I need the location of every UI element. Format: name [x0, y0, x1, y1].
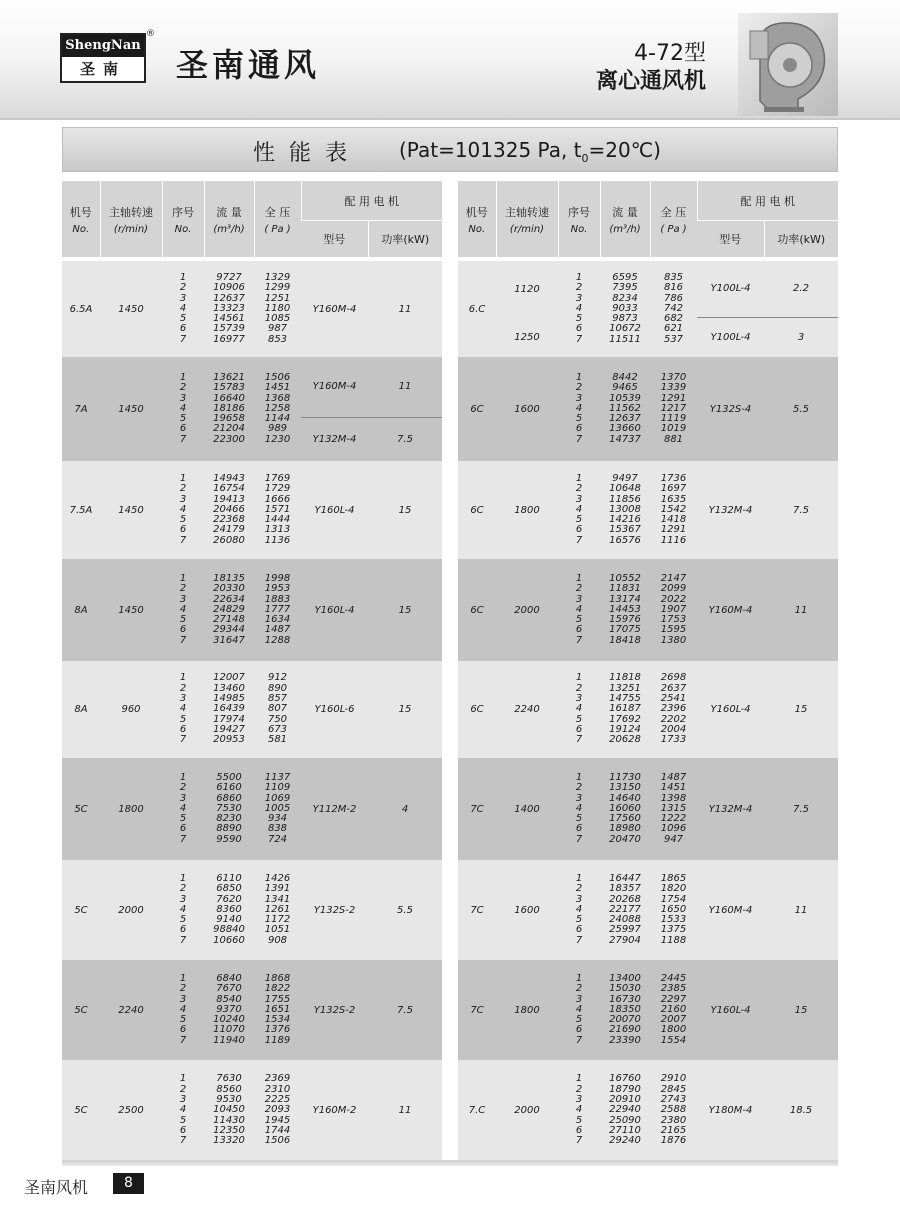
- table-header-row: [62, 181, 442, 221]
- table-row: [62, 261, 442, 357]
- speed-cell: 1600: [496, 357, 558, 461]
- col-seq: 序号 No.: [558, 181, 600, 257]
- pressure-cell: 1868 1822 1755 1651 1534 1376 1189: [254, 960, 301, 1060]
- table-row: [458, 1060, 838, 1161]
- performance-table-left: [62, 181, 442, 1161]
- col-pressure: 全 压 ( Pa ): [254, 181, 301, 257]
- seq-cell: 1 2 3 4 5 6 7: [558, 661, 600, 758]
- seq-cell: 1 2 3 4 5 6 7: [162, 661, 204, 758]
- performance-table-title: [62, 127, 838, 172]
- motor-power-cell: 5.5: [764, 357, 838, 461]
- flow-cell: 6595 7395 8234 9033 9873 10672 11511: [600, 261, 650, 357]
- col-motor-type: 型号: [697, 221, 764, 258]
- pressure-cell: 2445 2385 2297 2160 2007 1800 1554: [650, 960, 697, 1060]
- pressure-cell: 835 816 786 742 682 621 537: [650, 261, 697, 357]
- motor-power-cell: 15: [764, 960, 838, 1060]
- flow-cell: 14943 16754 19413 20466 22368 24179 26080: [204, 461, 254, 559]
- table-row: [458, 357, 838, 461]
- motor-power-cell: 11: [368, 261, 442, 357]
- speed-cell: 1450: [100, 559, 162, 661]
- col-motor: 配 用 电 机: [301, 181, 442, 221]
- motor-type-cell: Y132M-4: [697, 461, 764, 559]
- machine-no-cell: 7.C: [458, 1060, 496, 1161]
- motor-power-cell: 11: [764, 559, 838, 661]
- motor-type-cell: Y160L-6: [301, 661, 368, 758]
- pressure-cell: 1426 1391 1341 1261 1172 1051 908: [254, 860, 301, 960]
- speed-cell: 2000: [496, 559, 558, 661]
- table-row: [62, 461, 442, 559]
- seq-cell: 1 2 3 4 5 6 7: [558, 461, 600, 559]
- table-row: [62, 661, 442, 758]
- table-row: [62, 758, 442, 860]
- flow-cell: 16447 18357 20268 22177 24088 25997 27904: [600, 860, 650, 960]
- model-number: 4-72型: [634, 41, 706, 66]
- table-row: [458, 261, 838, 317]
- seq-cell: 1 2 3 4 5 6 7: [162, 357, 204, 461]
- machine-no-cell: 7.5A: [62, 461, 100, 559]
- table-row: [62, 960, 442, 1060]
- flow-cell: 13621 15783 16640 18186 19658 21204 22300: [204, 357, 254, 461]
- speed-cell: 1450: [100, 261, 162, 357]
- motor-power-cell: 2.2: [764, 261, 838, 317]
- table-row: [62, 860, 442, 960]
- motor-type-cell: Y132S-4: [697, 357, 764, 461]
- flow-cell: 12007 13460 14985 16439 17974 19427 20953: [204, 661, 254, 758]
- col-flow: 流 量 (m³/h): [204, 181, 254, 257]
- seq-cell: 1 2 3 4 5 6 7: [558, 1060, 600, 1161]
- pressure-cell: 1137 1109 1069 1005 934 838 724: [254, 758, 301, 860]
- speed-cell: 2240: [100, 960, 162, 1060]
- motor-power-cell-2: 3: [764, 317, 838, 357]
- motor-power-cell: 11: [368, 1060, 442, 1161]
- pressure-cell: 1370 1339 1291 1217 1119 1019 881: [650, 357, 697, 461]
- seq-cell: 1 2 3 4 5 6 7: [162, 261, 204, 357]
- speed-cell-2: 1250: [496, 317, 558, 357]
- seq-cell: 1 2 3 4 5 6 7: [558, 261, 600, 357]
- machine-no-cell: 7C: [458, 860, 496, 960]
- speed-cell: 960: [100, 661, 162, 758]
- motor-power-cell: 5.5: [368, 860, 442, 960]
- seq-cell: 1 2 3 4 5 6 7: [162, 960, 204, 1060]
- pressure-cell: 1865 1820 1754 1650 1533 1375 1188: [650, 860, 697, 960]
- seq-cell: 1 2 3 4 5 6 7: [558, 357, 600, 461]
- table-header-row: [458, 181, 838, 221]
- machine-no-cell: 6.C: [458, 261, 496, 357]
- table-row: [458, 461, 838, 559]
- pressure-cell: 2910 2845 2743 2588 2380 2165 1876: [650, 1060, 697, 1161]
- machine-no-cell: 7A: [62, 357, 100, 461]
- col-speed: 主轴转速 (r/min): [496, 181, 558, 257]
- col-motor-type: 型号: [301, 221, 368, 258]
- machine-no-cell: 6C: [458, 357, 496, 461]
- speed-cell: 1800: [496, 960, 558, 1060]
- machine-no-cell: 6.5A: [62, 261, 100, 357]
- speed-cell: 1400: [496, 758, 558, 860]
- pressure-cell: 1329 1299 1251 1180 1085 987 853: [254, 261, 301, 357]
- motor-type-cell: Y160L-4: [301, 461, 368, 559]
- table-row: [62, 357, 442, 417]
- motor-type-cell-2: Y100L-4: [697, 317, 764, 357]
- page-number: 8: [113, 1173, 144, 1194]
- flow-cell: 10552 11831 13174 14453 15976 17075 18418: [600, 559, 650, 661]
- table-row: [458, 661, 838, 758]
- seq-cell: 1 2 3 4 5 6 7: [162, 758, 204, 860]
- machine-no-cell: 6C: [458, 559, 496, 661]
- flow-cell: 9497 10648 11856 13008 14216 15367 16576: [600, 461, 650, 559]
- speed-cell: 1600: [496, 860, 558, 960]
- motor-type-cell: Y180M-4: [697, 1060, 764, 1161]
- flow-cell: 6840 7670 8540 9370 10240 11070 11940: [204, 960, 254, 1060]
- motor-type-cell: Y160L-4: [697, 960, 764, 1060]
- col-pressure: 全 压 ( Pa ): [650, 181, 697, 257]
- motor-power-cell: 15: [368, 461, 442, 559]
- flow-cell: 8442 9465 10539 11562 12637 13660 14737: [600, 357, 650, 461]
- cond-subscript: 0: [581, 152, 589, 165]
- table-row: [458, 559, 838, 661]
- machine-no-cell: 5C: [62, 1060, 100, 1161]
- flow-cell: 9727 10906 12637 13323 14561 15739 16977: [204, 261, 254, 357]
- machine-no-cell: 5C: [62, 960, 100, 1060]
- col-motor: 配 用 电 机: [697, 181, 838, 221]
- pressure-cell: 1736 1697 1635 1542 1418 1291 1116: [650, 461, 697, 559]
- brand-logo: [60, 33, 146, 83]
- pressure-cell: 1998 1953 1883 1777 1634 1487 1288: [254, 559, 301, 661]
- seq-cell: 1 2 3 4 5 6 7: [558, 758, 600, 860]
- pressure-cell: 2369 2310 2225 2093 1945 1744 1506: [254, 1060, 301, 1161]
- flow-cell: 16760 18790 20910 22940 25090 27110 29240: [600, 1060, 650, 1161]
- table-row: [62, 559, 442, 661]
- col-seq: 序号 No.: [162, 181, 204, 257]
- speed-cell: 1800: [496, 461, 558, 559]
- speed-cell: 2000: [100, 860, 162, 960]
- fan-product-photo: [738, 13, 838, 116]
- seq-cell: 1 2 3 4 5 6 7: [162, 860, 204, 960]
- model-name: 离心通风机: [595, 69, 706, 94]
- pressure-cell: 2698 2637 2541 2396 2202 2004 1733: [650, 661, 697, 758]
- table-row: [458, 960, 838, 1060]
- motor-power-cell: 15: [368, 559, 442, 661]
- seq-cell: 1 2 3 4 5 6 7: [558, 559, 600, 661]
- performance-table-right: [458, 181, 838, 1161]
- motor-power-cell: 11: [764, 860, 838, 960]
- motor-power-cell: 4: [368, 758, 442, 860]
- motor-type-cell: Y132S-2: [301, 860, 368, 960]
- motor-type-cell: Y100L-4: [697, 261, 764, 317]
- cond-text-end: =20℃): [588, 138, 661, 162]
- col-machine-no: 机号 No.: [458, 181, 496, 257]
- registered-mark: ®: [146, 29, 155, 39]
- speed-cell: 1450: [100, 461, 162, 559]
- flow-cell: 6110 6850 7620 8360 9140 98840 10660: [204, 860, 254, 960]
- flow-cell: 7630 8560 9530 10450 11430 12350 13320: [204, 1060, 254, 1161]
- logo-text-bottom: 圣南: [79, 60, 126, 78]
- flow-cell: 11730 13150 14640 16060 17560 18980 20470: [600, 758, 650, 860]
- col-machine-no: 机号 No.: [62, 181, 100, 257]
- table-conditions: [399, 138, 661, 165]
- footer-brand: 圣南风机: [24, 1178, 89, 1197]
- table-row: [62, 1060, 442, 1161]
- flow-cell: 11818 13251 14755 16187 17692 19124 20628: [600, 661, 650, 758]
- motor-power-cell: 15: [368, 661, 442, 758]
- motor-power-cell: 11: [368, 357, 442, 417]
- motor-power-cell: 15: [764, 661, 838, 758]
- flow-cell: 18135 20330 22634 24829 27148 29344 31647: [204, 559, 254, 661]
- brand-name: 圣南通风: [176, 46, 321, 84]
- speed-cell: 1800: [100, 758, 162, 860]
- motor-type-cell: Y160M-4: [697, 559, 764, 661]
- footer-divider: [62, 1160, 838, 1166]
- motor-type-cell: Y160L-4: [301, 559, 368, 661]
- seq-cell: 1 2 3 4 5 6 7: [162, 461, 204, 559]
- pressure-cell: 1506 1451 1368 1258 1144 989 1230: [254, 357, 301, 461]
- speed-cell: 1120: [496, 261, 558, 317]
- pressure-cell: 1769 1729 1666 1571 1444 1313 1136: [254, 461, 301, 559]
- machine-no-cell: 6C: [458, 461, 496, 559]
- machine-no-cell: 5C: [62, 758, 100, 860]
- col-speed: 主轴转速 (r/min): [100, 181, 162, 257]
- pressure-cell: 912 890 857 807 750 673 581: [254, 661, 301, 758]
- motor-power-cell: 18.5: [764, 1060, 838, 1161]
- machine-no-cell: 8A: [62, 559, 100, 661]
- table-title: 性能表: [253, 141, 362, 166]
- motor-type-cell-2: Y132M-4: [301, 417, 368, 461]
- pressure-cell: 2147 2099 2022 1907 1753 1595 1380: [650, 559, 697, 661]
- machine-no-cell: 7C: [458, 960, 496, 1060]
- motor-type-cell: Y160M-4: [697, 860, 764, 960]
- speed-cell: 2240: [496, 661, 558, 758]
- cond-text: (Pat=101325 Pa, t: [399, 138, 582, 162]
- seq-cell: 1 2 3 4 5 6 7: [162, 559, 204, 661]
- pressure-cell: 1487 1451 1398 1315 1222 1096 947: [650, 758, 697, 860]
- col-flow: 流 量 (m³/h): [600, 181, 650, 257]
- motor-power-cell: 7.5: [764, 758, 838, 860]
- col-motor-power: 功率(kW): [368, 221, 442, 258]
- motor-type-cell: Y160M-4: [301, 357, 368, 417]
- col-motor-power: 功率(kW): [764, 221, 838, 258]
- speed-cell: 2000: [496, 1060, 558, 1161]
- motor-type-cell: Y132M-4: [697, 758, 764, 860]
- logo-text-top: ShengNan: [62, 35, 144, 57]
- motor-power-cell: 7.5: [368, 960, 442, 1060]
- motor-power-cell-2: 7.5: [368, 417, 442, 461]
- motor-type-cell: Y160M-4: [301, 261, 368, 357]
- motor-type-cell: Y132S-2: [301, 960, 368, 1060]
- motor-type-cell: Y160M-2: [301, 1060, 368, 1161]
- flow-cell: 13400 15030 16730 18350 20070 21690 23390: [600, 960, 650, 1060]
- machine-no-cell: 6C: [458, 661, 496, 758]
- motor-power-cell: 7.5: [764, 461, 838, 559]
- seq-cell: 1 2 3 4 5 6 7: [558, 960, 600, 1060]
- motor-type-cell: Y160L-4: [697, 661, 764, 758]
- flow-cell: 5500 6160 6860 7530 8230 8890 9590: [204, 758, 254, 860]
- machine-no-cell: 5C: [62, 860, 100, 960]
- seq-cell: 1 2 3 4 5 6 7: [162, 1060, 204, 1161]
- seq-cell: 1 2 3 4 5 6 7: [558, 860, 600, 960]
- speed-cell: 1450: [100, 357, 162, 461]
- speed-cell: 2500: [100, 1060, 162, 1161]
- motor-type-cell: Y112M-2: [301, 758, 368, 860]
- page-header: [0, 0, 900, 120]
- table-row: [458, 758, 838, 860]
- machine-no-cell: 7C: [458, 758, 496, 860]
- table-row: [458, 860, 838, 960]
- machine-no-cell: 8A: [62, 661, 100, 758]
